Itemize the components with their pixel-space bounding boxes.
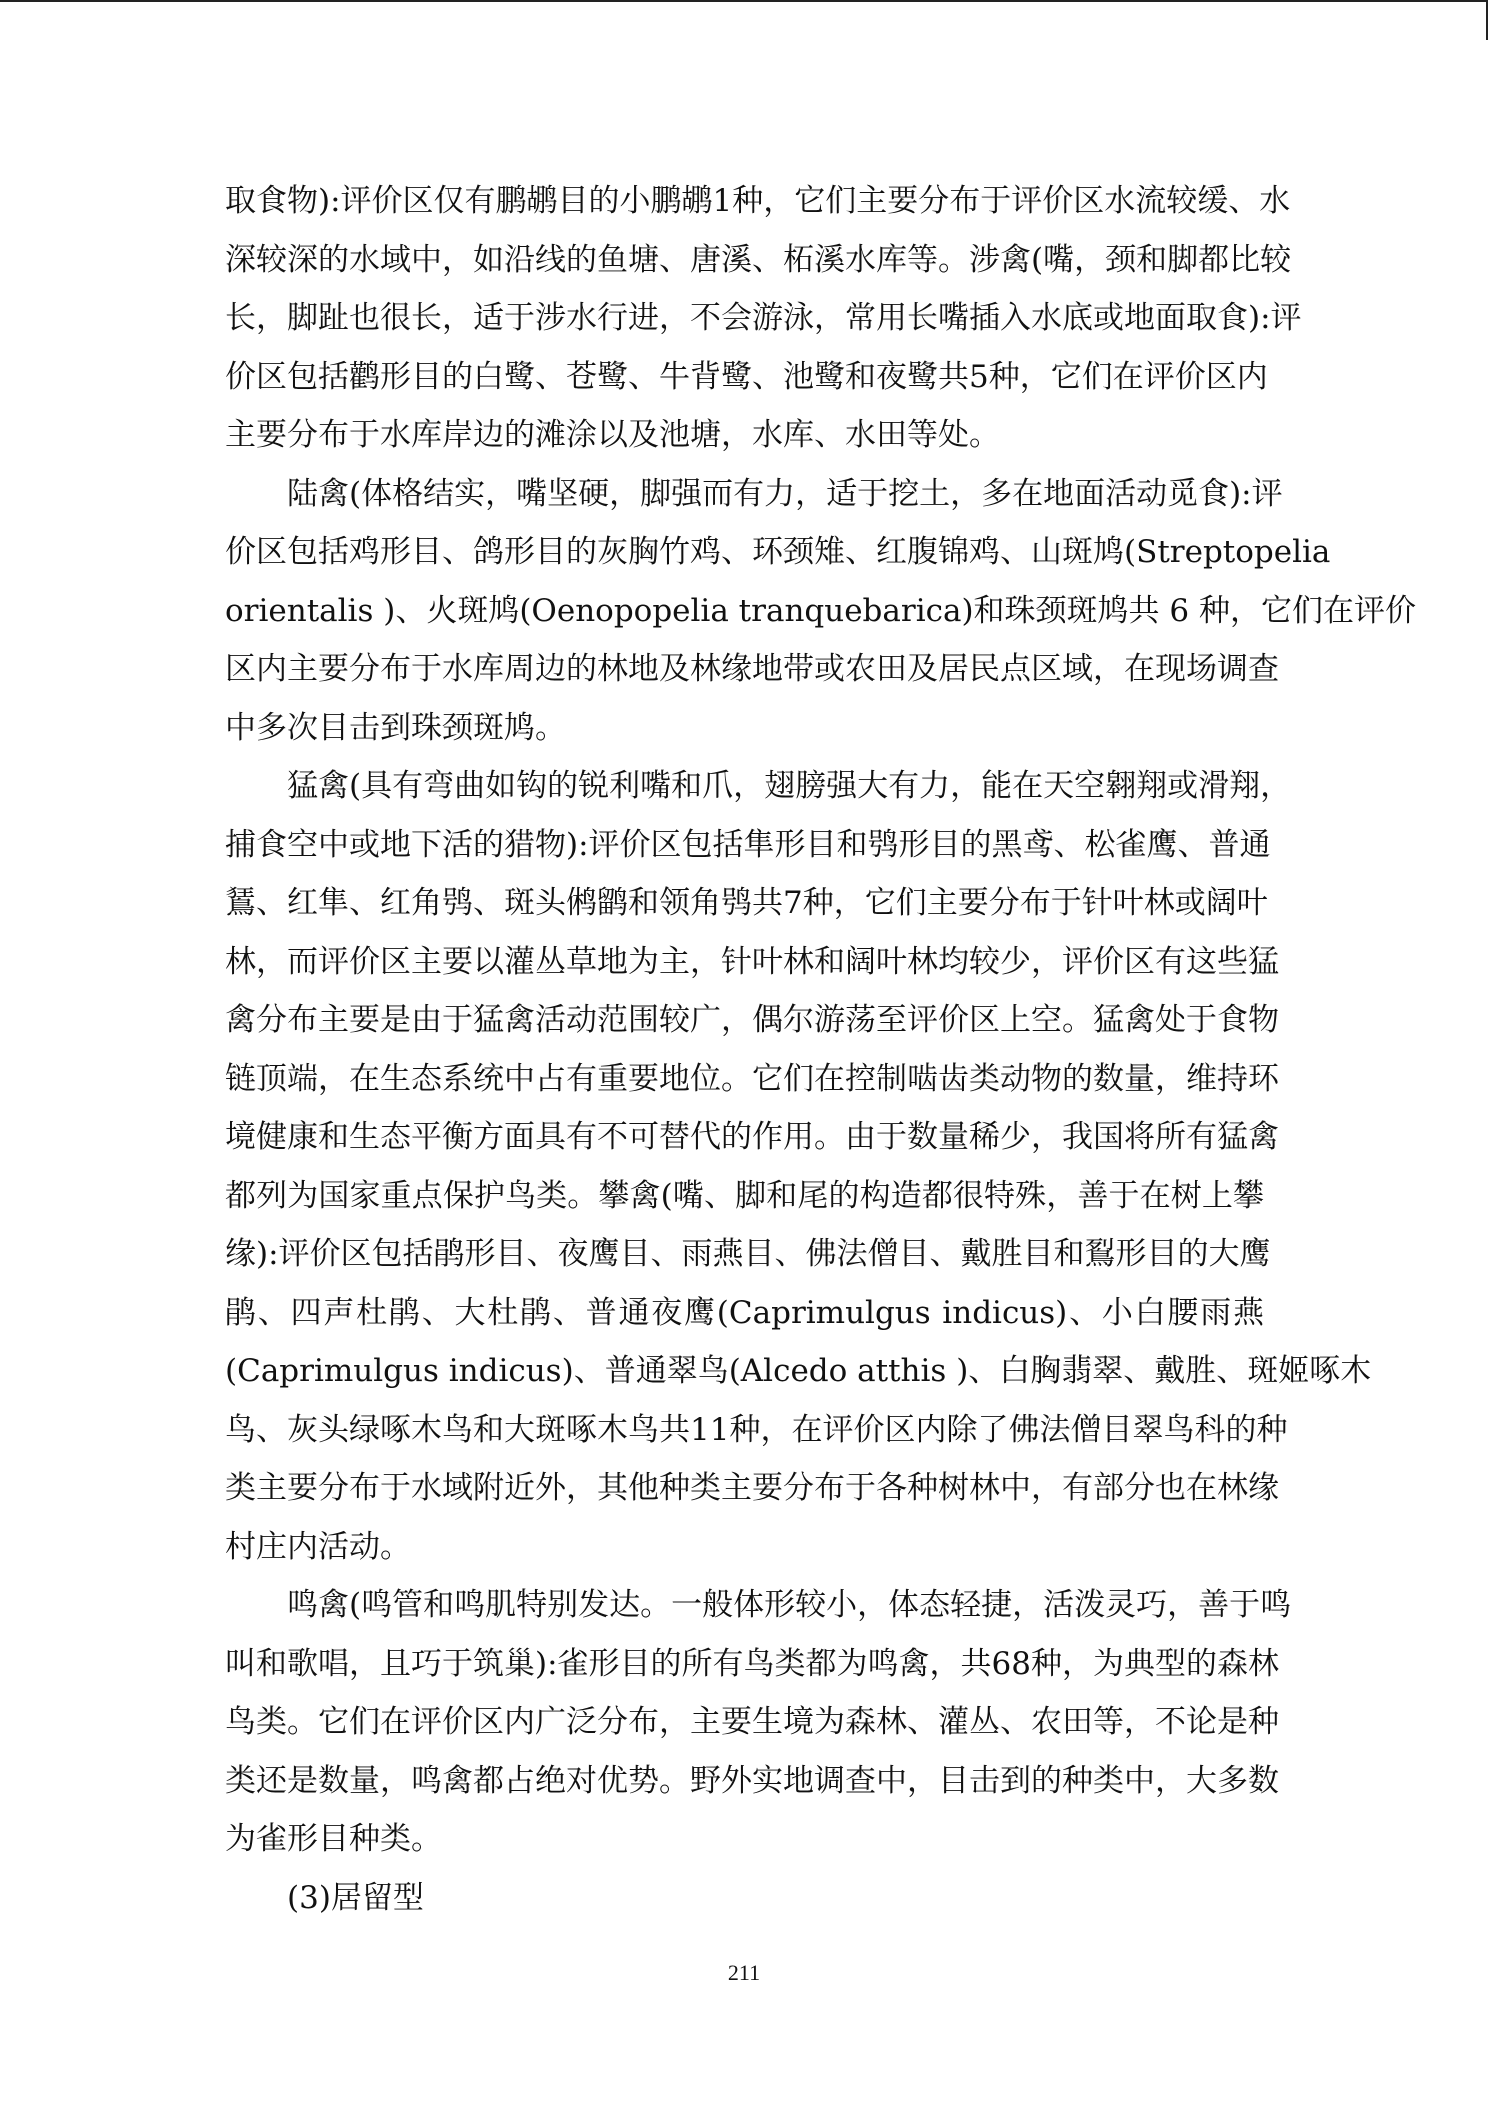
- text-line: 鵟、红隼、红角鸮、斑头鸺鹠和领角鸮共7种，它们主要分布于针叶林或阔叶: [225, 885, 1268, 921]
- text-line: 鸣禽(鸣管和鸣肌特别发达。一般体形较小，体态轻捷，活泼灵巧，善于鸣: [287, 1587, 1292, 1623]
- text-line: 取食物):评价区仅有鹏鹕目的小鹏鹕1种，它们主要分布于评价区水流较缓、水: [225, 183, 1291, 219]
- text-line: 价区包括鹳形目的白鹭、苍鹭、牛背鹭、池鹭和夜鹭共5种，它们在评价区内: [225, 358, 1268, 395]
- text-line: 区内主要分布于水库周边的林地及林缘地带或农田及居民点区域，在现场调查: [225, 651, 1279, 687]
- paragraph: [225, 465, 1416, 758]
- text-line: 价区包括鸡形目、鸽形目的灰胸竹鸡、环颈雉、红腹锦鸡、山斑鸠(Streptopelia: [225, 534, 1331, 570]
- text-line: 类还是数量，鸣禽都占绝对优势。野外实地调查中，目击到的种类中，大多数: [225, 1762, 1279, 1799]
- text-line: 境健康和生态平衡方面具有不可替代的作用。由于数量稀少，我国将所有猛禽: [225, 1119, 1279, 1155]
- text-line: 鸟类。它们在评价区内广泛分布，主要生境为森林、灌丛、农田等，不论是种: [225, 1704, 1279, 1740]
- page-number: 211: [727, 1960, 761, 1985]
- text-line: 都列为国家重点保护鸟类。攀禽(嘴、脚和尾的构造都很特殊，善于在树上攀: [225, 1177, 1264, 1214]
- text-line: 链顶端，在生态系统中占有重要地位。它们在控制啮齿类动物的数量，维持环: [225, 1060, 1279, 1097]
- text-line: 深较深的水域中，如沿线的鱼塘、唐溪、柘溪水库等。涉禽(嘴，颈和脚都比较: [225, 241, 1292, 278]
- text-line: 禽分布主要是由于猛禽活动范围较广，偶尔游荡至评价区上空。猛禽处于食物: [225, 1002, 1279, 1038]
- text-line: 缘):评价区包括鹃形目、夜鹰目、雨燕目、佛法僧目、戴胜目和鴷形目的大鹰: [225, 1236, 1271, 1272]
- text-line: orientalis )、火斑鸠(Oenopopelia tranquebarica)和珠颈斑鸠共 6 种，它们在评价: [225, 592, 1416, 629]
- document-body: [225, 172, 1416, 1927]
- paragraph: [225, 1576, 1292, 1869]
- text-line: 叫和歌唱，且巧于筑巢):雀形目的所有鸟类都为鸣禽，共68种，为典型的森林: [225, 1645, 1279, 1682]
- text-line: 主要分布于水库岸边的滩涂以及池塘，水库、水田等处。: [225, 417, 1000, 453]
- text-line: 中多次目击到珠颈斑鸠。: [225, 709, 566, 746]
- paragraph: [225, 1869, 1264, 1928]
- text-line: (Caprimulgus indicus)、普通翠鸟(Alcedo atthis )、白胸翡翠、戴胜、斑姬啄木: [225, 1353, 1372, 1389]
- text-line: 鸟、灰头绿啄木鸟和大斑啄木鸟共11种，在评价区内除了佛法僧目翠鸟科的种: [225, 1411, 1288, 1448]
- text-line: 长，脚趾也很长，适于涉水行进，不会游泳，常用长嘴插入水底或地面取食):评: [225, 300, 1302, 336]
- text-line: 村庄内活动。: [225, 1528, 411, 1565]
- text-line: 捕食空中或地下活的猎物):评价区包括隼形目和鸮形目的黑鸢、松雀鹰、普通: [225, 826, 1271, 863]
- text-line: 类主要分布于水域附近外，其他种类主要分布于各种树林中，有部分也在林缘: [225, 1470, 1279, 1506]
- text-line: 陆禽(体格结实，嘴坚硬，脚强而有力，适于挖土，多在地面活动觅食):评: [287, 475, 1283, 512]
- text-line: 为雀形目种类。: [225, 1821, 442, 1857]
- text-line: 鹃、四声杜鹃、大杜鹃、普通夜鹰(Caprimulgus indicus)、小白腰雨燕: [225, 1294, 1264, 1331]
- text-line: 猛禽(具有弯曲如钩的锐利嘴和爪，翅膀强大有力，能在天空翱翔或滑翔，: [287, 768, 1292, 804]
- page-top-border: [0, 0, 1488, 2]
- paragraph: [225, 172, 1302, 465]
- text-line: (3)居留型: [287, 1879, 424, 1916]
- text-line: 林，而评价区主要以灌丛草地为主，针叶林和阔叶林均较少，评价区有这些猛: [225, 943, 1279, 980]
- paragraph: [225, 757, 1372, 1576]
